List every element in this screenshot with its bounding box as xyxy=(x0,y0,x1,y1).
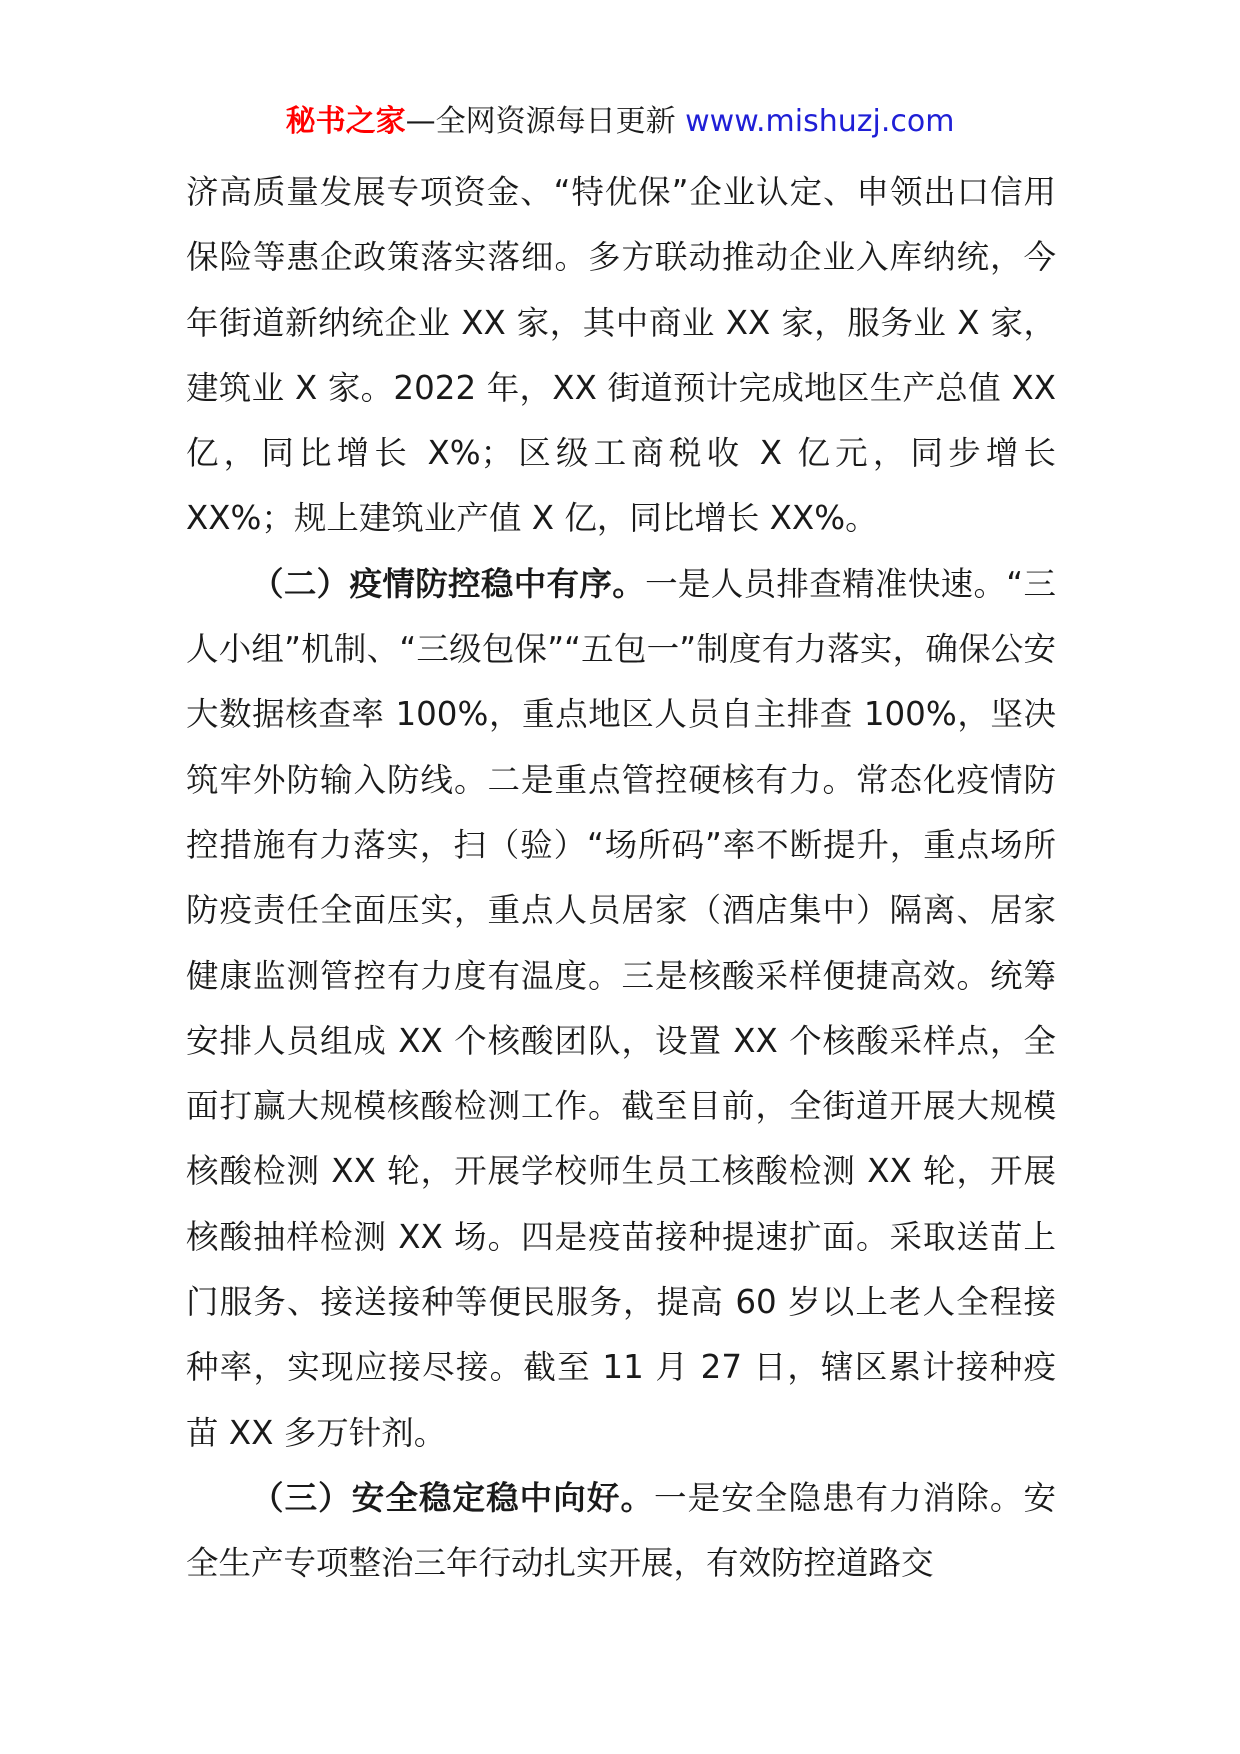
paragraph-text: 一是安全隐患有力消除。安全生产专项整治三年行动扎实开展，有效防控道路交 xyxy=(186,1478,1056,1583)
header-slogan: 全网资源每日更新 xyxy=(435,104,676,139)
header-dash: — xyxy=(405,104,436,139)
document-body xyxy=(186,160,1056,1597)
section-heading-3: （三）安全稳定稳中向好。 xyxy=(251,1478,655,1517)
paragraph-continued xyxy=(186,160,1056,552)
paragraph-safety-stability xyxy=(186,1466,1056,1597)
website-link[interactable]: www.mishuzj.com xyxy=(685,104,955,139)
page-header xyxy=(0,100,1240,144)
paragraph-epidemic-control xyxy=(186,552,1056,1466)
paragraph-text: 一是人员排查精准快速。“三人小组”机制、“三级包保”“五包一”制度有力落实，确保公安大数据核查率 100%，重点地区人员自主排查 100%，坚决筑牢外防输入防线。二是重点管控硬核有力。常态化疫情防控措施有力落实，扫（验）“场所码”率不断提升，重点场所防疫责任全面压实，重点人员居家（酒店集中）隔离、居家健康监测管控有力度有温度。三是核酸采样便捷高效。统筹安排人员组成 XX 个核酸团队，设置 XX 个核酸采样点，全面打赢大规模核酸检测工作。截至目前，全街道开展大规模核酸检测 XX 轮，开展学校师生员工核酸检测 XX 轮，开展核酸抽样检测 XX 场。四是疫苗接种提速扩面。采取送苗上门服务、接送接种等便民服务，提高 60 岁以上老人全程接种率，实现应接尽接。截至 11 月 27 日，辖区累计接种疫苗 XX 多万针剂。 xyxy=(186,564,1056,1452)
paragraph-text: 济高质量发展专项资金、“特优保”企业认定、申领出口信用保险等惠企政策落实落细。多方联动推动企业入库纳统，今年街道新纳统企业 XX 家，其中商业 XX 家，服务业 X 家，建筑业 X 家。2022 年，XX 街道预计完成地区生产总值 XX 亿，同比增长 X%；区级工商税收 X 亿元，同步增长 XX%；规上建筑业产值 X 亿，同比增长 XX%。 xyxy=(186,173,1056,538)
brand-name: 秘书之家 xyxy=(285,104,406,139)
section-heading-2: （二）疫情防控稳中有序。 xyxy=(251,564,646,603)
